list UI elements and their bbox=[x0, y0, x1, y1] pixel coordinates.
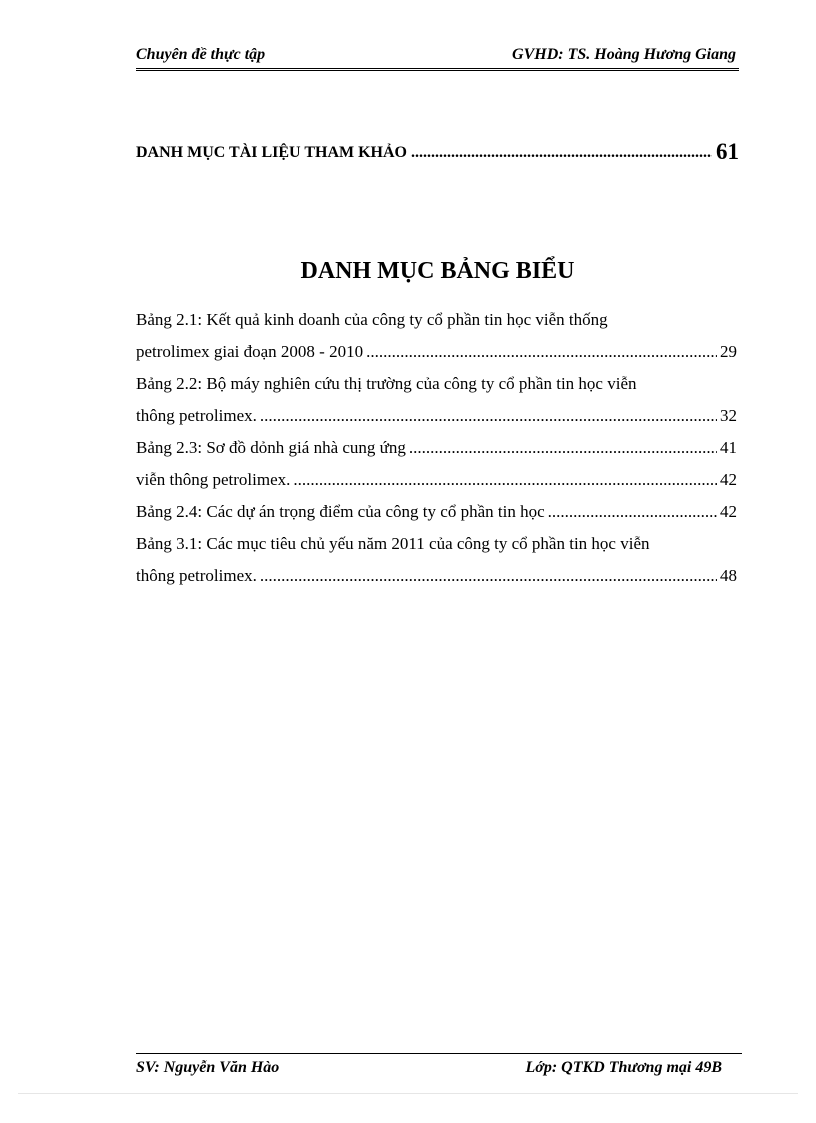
entry-line1: Bảng 2.4: Các dự án trọng điểm của công ty cổ phần tin học bbox=[136, 502, 545, 521]
entry-line1-page: 41 bbox=[720, 438, 737, 457]
dot-leader bbox=[260, 560, 717, 592]
list-item bbox=[136, 496, 737, 528]
entry-line1-page: 42 bbox=[720, 502, 737, 521]
footer-right-text: Lớp: QTKD Thương mại 49B bbox=[525, 1059, 722, 1076]
section-title: DANH MỤC BẢNG BIỂU bbox=[300, 258, 575, 284]
entry-page: 42 bbox=[720, 470, 737, 489]
entry-line1: Bảng 2.3: Sơ đồ dỏnh giá nhà cung ứng bbox=[136, 438, 406, 457]
dot-leader bbox=[293, 464, 717, 496]
toc-references-entry bbox=[136, 131, 739, 165]
toc-references-page: 61 bbox=[716, 139, 739, 164]
entry-line2: thông petrolimex. bbox=[136, 566, 257, 585]
entry-page: 32 bbox=[720, 406, 737, 425]
list-item bbox=[136, 528, 737, 592]
entry-page: 29 bbox=[720, 342, 737, 361]
dot-leader bbox=[366, 336, 717, 368]
table-list bbox=[136, 304, 737, 592]
list-item bbox=[136, 368, 737, 432]
entry-line1: Bảng 2.1: Kết quả kinh doanh của công ty cổ phần tin học viễn thống bbox=[136, 310, 608, 329]
list-item bbox=[136, 432, 737, 496]
dot-leader bbox=[409, 432, 717, 464]
entry-line2: thông petrolimex. bbox=[136, 406, 257, 425]
entry-page: 48 bbox=[720, 566, 737, 585]
list-item bbox=[136, 304, 737, 368]
dot-leader bbox=[548, 496, 717, 528]
footer-left-text: SV: Nguyễn Văn Hào bbox=[136, 1059, 280, 1076]
dot-leader bbox=[260, 400, 717, 432]
entry-line1: Bảng 3.1: Các mục tiêu chủ yếu năm 2011 của công ty cổ phần tin học viễn bbox=[136, 534, 650, 553]
page-header bbox=[136, 44, 739, 71]
toc-dot-leader bbox=[411, 144, 712, 165]
entry-line2: petrolimex giai đoạn 2008 - 2010 bbox=[136, 342, 364, 361]
bottom-divider bbox=[18, 1093, 798, 1094]
entry-line1: Bảng 2.2: Bộ máy nghiên cứu thị trường của công ty cổ phần tin học viễn bbox=[136, 374, 637, 393]
entry-line2: viễn thông petrolimex. bbox=[136, 470, 291, 489]
header-right-text: GVHD: TS. Hoàng Hương Giang bbox=[512, 46, 736, 63]
page-footer bbox=[136, 1053, 742, 1082]
toc-references-label: DANH MỤC TÀI LIỆU THAM KHẢO bbox=[136, 144, 407, 161]
header-left-text: Chuyên đề thực tập bbox=[136, 46, 266, 63]
